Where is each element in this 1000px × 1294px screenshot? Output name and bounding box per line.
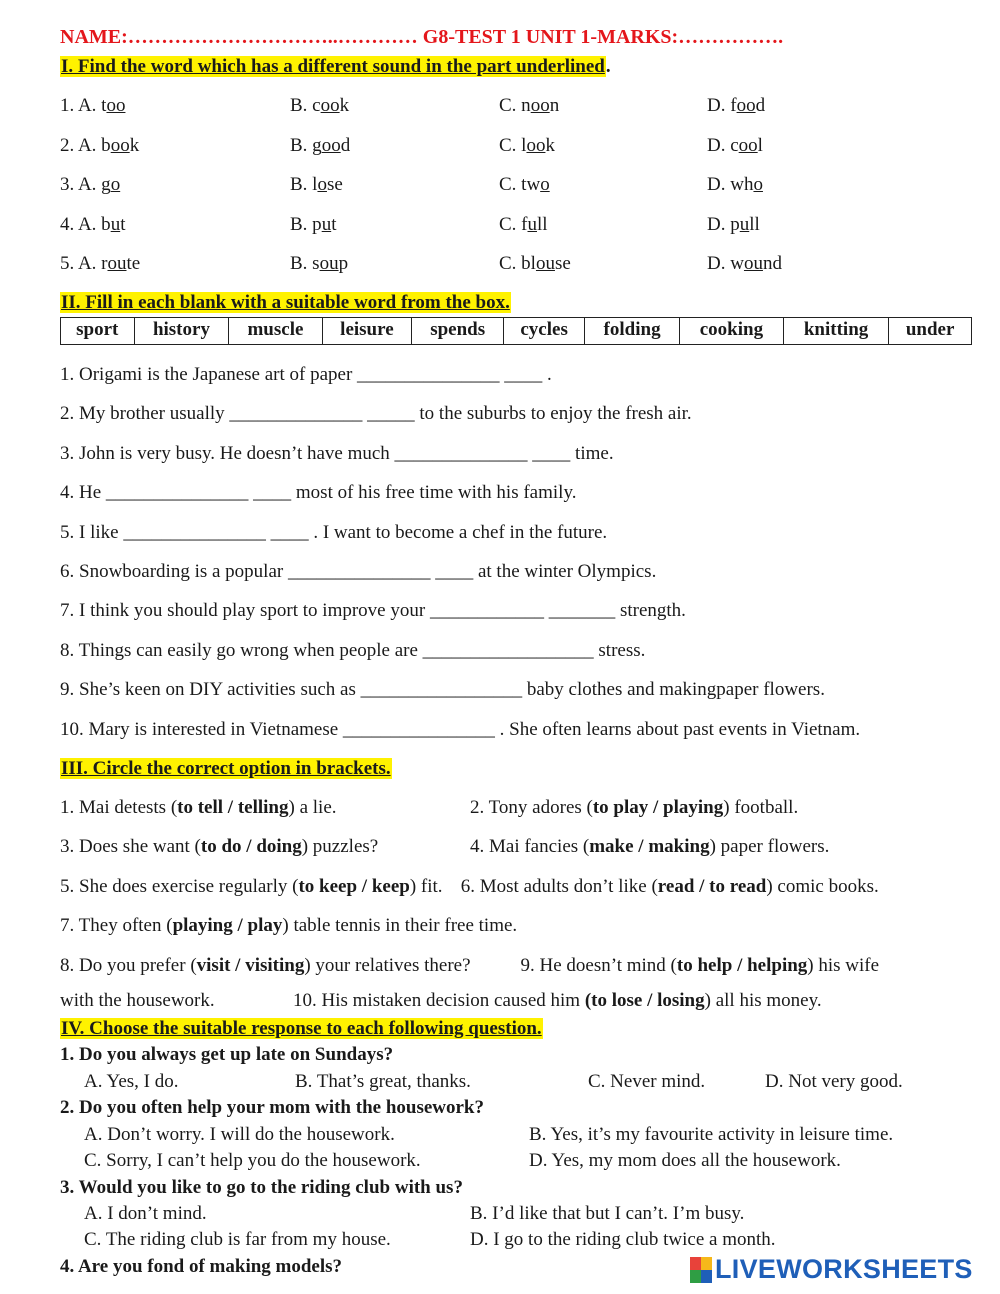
underlined-part: o [540, 174, 550, 195]
response-option: A. Yes, I do. [84, 1071, 179, 1092]
bracket-options: to tell / telling [177, 797, 289, 818]
answer-option [707, 174, 763, 196]
liveworksheets-logo-icon [690, 1257, 712, 1283]
underlined-part: oo [110, 134, 130, 156]
option-text: D. c [707, 134, 739, 156]
circle-option-item [60, 915, 517, 937]
option-text: k [129, 134, 140, 156]
underlined-part: oo [320, 95, 340, 116]
option-text: D. p [707, 213, 740, 235]
answer-option [499, 174, 550, 196]
response-option: C. The riding club is far from my house. [84, 1229, 391, 1250]
option-text: B. c [290, 95, 321, 116]
watermark-text: LIVEWORKSHEETS [715, 1254, 973, 1284]
circle-option-item [511, 955, 879, 977]
bracket-options: (to lose / losing [584, 990, 705, 1011]
answer-option [499, 95, 559, 117]
word-box-cell: leisure [322, 318, 412, 345]
option-text: 3. A. g [60, 174, 111, 195]
item-text: ) paper flowers. [709, 836, 830, 857]
option-text: d [340, 134, 351, 156]
item-text: 10. His mistaken decision caused him [293, 990, 585, 1011]
answer-option [290, 214, 336, 236]
item-text: ) his wife [807, 955, 880, 976]
circle-option-item [60, 955, 471, 977]
underlined-part: oo [738, 134, 758, 156]
bracket-options: playing / play [172, 915, 283, 936]
response-question: 2. Do you often help your mom with the housework? [60, 1097, 485, 1118]
underlined-part: ou [107, 253, 127, 274]
item-text: 3. Does she want ( [60, 836, 201, 857]
response-option: D. I go to the riding club twice a month. [470, 1229, 776, 1250]
option-text: ll [537, 213, 548, 235]
item-text: 2. Tony adores ( [470, 797, 593, 818]
bracket-options: read / to read [657, 876, 767, 897]
answer-option [499, 214, 548, 236]
option-text: C. tw [499, 174, 541, 195]
worksheet-header: NAME:…………………………..………… G8-TEST 1 UNIT 1-MARKS:……………. [60, 26, 784, 48]
circle-option-item [60, 876, 443, 898]
circle-option-item [470, 836, 829, 858]
option-text: n [549, 95, 560, 116]
section-2-title: II. Fill in each blank with a suitable word from the box. [61, 292, 510, 313]
underlined-part: o [110, 174, 121, 195]
fill-blank-sentence: 6. Snowboarding is a popular _______________ ____ at the winter Olympics. [60, 561, 657, 582]
answer-option [60, 214, 125, 236]
underlined-part: ou [535, 253, 555, 274]
option-text: C. f [499, 213, 528, 235]
response-option: D. Not very good. [765, 1071, 903, 1092]
section-1-title: I. Find the word which has a different sound in the part underlined [61, 56, 605, 77]
section-3-heading [60, 758, 392, 780]
response-option: D. Yes, my mom does all the housework. [529, 1150, 841, 1171]
item-text: 9. He doesn’t mind ( [511, 955, 677, 976]
item-text: ) puzzles? [301, 836, 379, 857]
fill-blank-sentence: 10. Mary is interested in Vietnamese ________________ . She often learns about past events in Vietnam. [60, 718, 861, 740]
fill-blank-sentence: 3. John is very busy. He doesn’t have much ______________ ____ time. [60, 442, 614, 464]
underlined-part: ou [319, 253, 339, 274]
underlined-part: oo [530, 95, 550, 116]
word-box-cell: sport [61, 318, 135, 345]
item-text: ) a lie. [288, 797, 337, 818]
liveworksheets-logo [690, 1254, 973, 1285]
circle-option-item [470, 797, 798, 819]
item-text: ) your relatives there? [304, 955, 471, 976]
answer-option [290, 174, 343, 196]
word-box-cell: history [134, 318, 229, 345]
option-text: B. g [290, 134, 322, 156]
section-1-heading: I. Find the word which has a different sound in the part underlined. [61, 56, 611, 77]
fill-blank-sentence: 4. He _______________ ____ most of his free time with his family. [60, 482, 577, 504]
bracket-options: to keep / keep [298, 876, 410, 897]
response-option: B. Yes, it’s my favourite activity in leisure time. [529, 1124, 894, 1145]
item-text: ) table tennis in their free time. [282, 915, 518, 936]
underlined-part: oo [736, 95, 756, 116]
item-text: ) football. [723, 797, 799, 818]
section-4-heading [60, 1018, 543, 1040]
option-text: t [331, 213, 337, 235]
word-box-cell: folding [585, 318, 680, 345]
fill-blank-sentence: 8. Things can easily go wrong when people are __________________ stress. [60, 639, 646, 661]
answer-option [60, 174, 120, 196]
answer-option [707, 135, 763, 157]
word-box [60, 317, 972, 345]
option-text: p [338, 253, 349, 274]
item-text: 5. She does exercise regularly ( [60, 876, 299, 897]
option-text: B. s [290, 253, 320, 274]
option-text: t [120, 213, 126, 235]
bracket-options: to play / playing [592, 797, 724, 818]
response-option: B. I’d like that but I can’t. I’m busy. [470, 1203, 745, 1224]
circle-option-item [293, 990, 822, 1012]
answer-option [60, 135, 139, 157]
circle-option-item [60, 797, 337, 819]
underlined-part: oo [321, 134, 341, 156]
response-option: A. Don’t worry. I will do the housework. [84, 1124, 395, 1145]
bracket-options: make / making [589, 836, 710, 857]
word-box-cell: muscle [229, 318, 322, 345]
option-text: 2. A. b [60, 134, 111, 156]
bracket-options: to do / doing [200, 836, 302, 857]
option-text: nd [762, 253, 782, 274]
answer-option [707, 253, 782, 275]
underlined-part: oo [526, 134, 546, 156]
option-text: D. wh [707, 174, 754, 195]
underlined-part: u [739, 213, 750, 235]
item-text: 4. Mai fancies ( [470, 836, 590, 857]
fill-blank-sentence: 2. My brother usually ______________ _____ to the suburbs to enjoy the fresh air. [60, 403, 692, 425]
word-box-cell: cooking [679, 318, 783, 345]
option-text: l [757, 134, 763, 156]
response-option: C. Sorry, I can’t help you do the housework. [84, 1150, 421, 1171]
section-2-heading [60, 292, 511, 314]
answer-option [499, 135, 555, 157]
item-text: ) all his money. [704, 990, 822, 1011]
underlined-part: oo [106, 95, 126, 116]
answer-option [290, 253, 348, 275]
fill-blank-sentence: 9. She’s keen on DIY activities such as _________________ baby clothes and makingpaper flowers. [60, 679, 825, 701]
underlined-part: u [321, 213, 332, 235]
word-box-cell: cycles [504, 318, 585, 345]
item-text: 6. Most adults don’t like ( [456, 876, 658, 897]
answer-option [290, 135, 350, 157]
fill-blank-sentence: 5. I like _______________ ____ . I want to become a chef in the future. [60, 521, 608, 543]
circle-option-item [60, 990, 215, 1012]
option-text: 4. A. b [60, 213, 111, 235]
option-text: d [755, 95, 766, 116]
bracket-options: to help / helping [676, 955, 808, 976]
underlined-part: u [110, 213, 121, 235]
response-question: 3. Would you like to go to the riding club with us? [60, 1177, 463, 1198]
answer-option [290, 95, 349, 117]
response-question: 4. Are you fond of making models? [60, 1256, 343, 1277]
item-text: 8. Do you prefer ( [60, 955, 197, 976]
answer-option [60, 253, 140, 275]
option-text: B. p [290, 213, 322, 235]
section-4-title: IV. Choose the suitable response to each following question. [61, 1018, 542, 1039]
option-text: 1. A. t [60, 95, 107, 116]
option-text: C. bl [499, 253, 536, 274]
option-text: te [126, 253, 141, 274]
section-3-title: III. Circle the correct option in brackets. [61, 758, 391, 779]
answer-option [707, 214, 760, 236]
bracket-options: visit / visiting [196, 955, 305, 976]
option-text: k [545, 134, 555, 156]
option-text: 5. A. r [60, 253, 108, 274]
response-question: 1. Do you always get up late on Sundays? [60, 1044, 394, 1065]
underlined-part: u [527, 213, 537, 235]
item-text: ) fit. [409, 876, 443, 897]
option-text: se [326, 174, 343, 195]
option-text: C. l [499, 134, 527, 156]
item-text: ) comic books. [766, 876, 879, 897]
underlined-part: o [753, 174, 763, 195]
circle-option-item [60, 836, 378, 858]
fill-blank-sentence: 7. I think you should play sport to improve your ____________ _______ strength. [60, 600, 686, 622]
answer-option [60, 95, 125, 117]
word-box-cell: spends [412, 318, 504, 345]
option-text: B. l [290, 174, 318, 195]
item-text: 1. Mai detests ( [60, 797, 178, 818]
response-option: B. That’s great, thanks. [295, 1071, 471, 1092]
option-text: D. f [707, 95, 737, 116]
option-text: ll [749, 213, 760, 235]
answer-option [499, 253, 571, 275]
word-box-cell: knitting [783, 318, 888, 345]
option-text: D. w [707, 253, 744, 274]
word-box-row [61, 318, 972, 345]
answer-option [707, 95, 765, 117]
item-text: with the housework. [60, 990, 215, 1011]
option-text: k [339, 95, 350, 116]
item-text: 7. They often ( [60, 915, 173, 936]
response-option: C. Never mind. [588, 1071, 706, 1092]
option-text: se [554, 253, 571, 274]
circle-option-item [456, 876, 879, 898]
option-text: C. n [499, 95, 531, 116]
response-option: A. I don’t mind. [84, 1203, 207, 1224]
fill-blank-sentence: 1. Origami is the Japanese art of paper _______________ ____ . [60, 364, 552, 385]
word-box-cell: under [889, 318, 972, 345]
underlined-part: ou [743, 253, 763, 274]
underlined-part: o [317, 174, 327, 195]
